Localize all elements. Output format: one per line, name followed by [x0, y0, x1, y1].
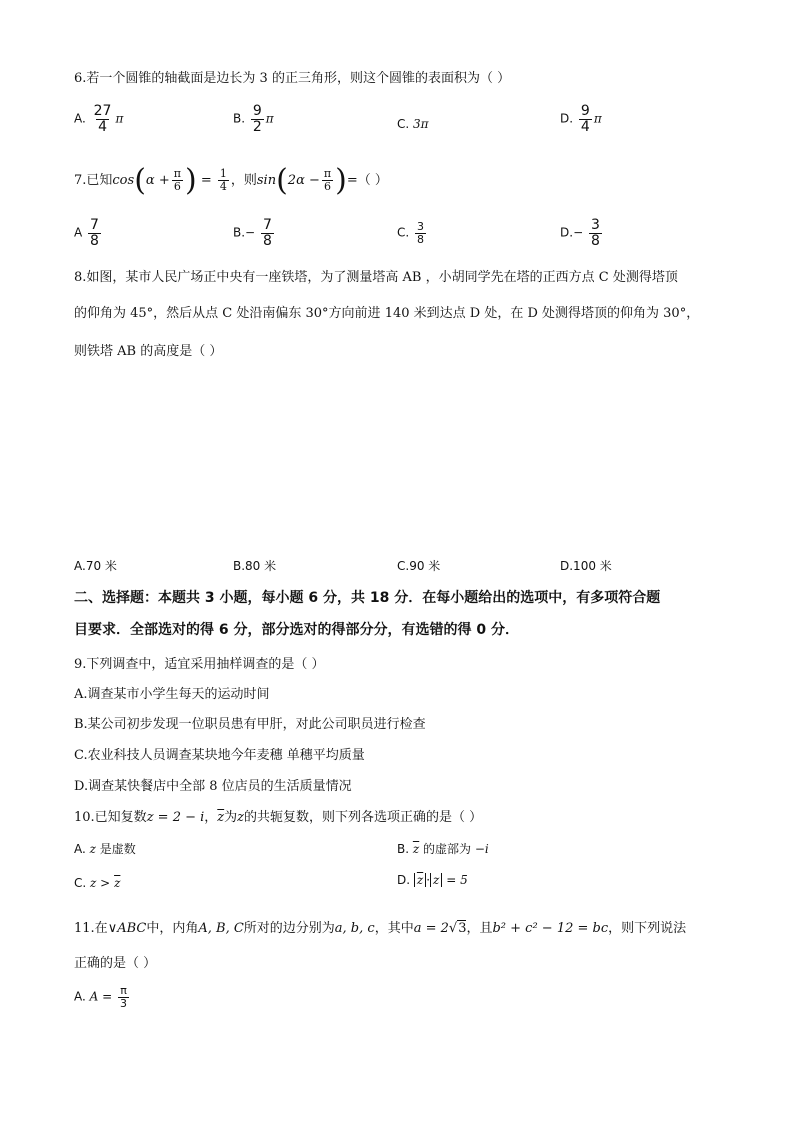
q6-option-d: D. $\frac{9}{4}$ π: [560, 103, 602, 135]
section-2-heading-line-2: 目要求．全部选对的得 6 分，部分选对的得部分分，有选错的得 0 分．: [74, 622, 519, 638]
q8-option-d: D.100 米: [560, 559, 612, 573]
q7-option-a: A $\frac{7}{8}$: [74, 217, 99, 249]
q9-option-d: D.调查某快餐店中全部 8 位店员的生活质量情况: [74, 779, 352, 794]
q7-option-d: D.− $\frac{3}{8}$: [560, 217, 600, 249]
fraction: $\frac{27}{4}$: [93, 103, 112, 135]
q8-option-c: C.90 米: [397, 559, 441, 573]
question-10-stem: 10.已知复数z = 2 − i，$\overline{z}$为z的共轭复数，则下列各选项正确的是（ ）: [74, 810, 483, 825]
q7-option-b: B.− $\frac{7}{8}$: [233, 217, 272, 249]
question-7-stem: 7.已知cos(α + $\frac{\pi}{6}$ ) = $\frac{1}{4}$ ，则sin(2α − $\frac{\pi}{6}$ )=（ ）: [74, 163, 388, 198]
question-11-line-1: 11.在∨ABC中，内角A, B, C所对的边分别为a, b, c，其中a = 2√3，且b² + c² − 12 = bc，则下列说法: [74, 921, 687, 936]
question-11-line-2: 正确的是（ ）: [74, 956, 157, 971]
section-2-heading-line-1: 二、选择题：本题共 3 小题，每小题 6 分，共 18 分．在每小题给出的选项中，有多项符合题: [74, 590, 661, 606]
q10-option-d: D. $\overline{z} \cdot z = 5$: [397, 873, 468, 887]
q7-option-c: C. $\frac{3}{8}$: [397, 220, 425, 246]
q9-option-a: A.调查某市小学生每天的运动时间: [74, 687, 270, 702]
question-8-line-1: 8.如图，某市人民广场正中央有一座铁塔，为了测量塔高 AB ，小胡同学先在塔的正西方点 C 处测得塔顶: [74, 270, 678, 285]
q10-option-a: A. z 是虚数: [74, 842, 136, 856]
q6-option-a: A. $\frac{27}{4}$ π: [74, 103, 124, 135]
option-label: A.: [74, 111, 86, 126]
q8-option-a: A.70 米: [74, 559, 117, 573]
q9-option-c: C.农业科技人员调查某块地今年麦穗 单穗平均质量: [74, 748, 365, 763]
q6-option-c: C. 3π: [397, 117, 429, 131]
question-8-line-3: 则铁塔 AB 的高度是（ ）: [74, 344, 223, 359]
q10-option-b: B. $\overline{z}$ 的虚部为 −i: [397, 842, 489, 856]
q8-option-b: B.80 米: [233, 559, 277, 573]
q9-option-b: B.某公司初步发现一位职员患有甲肝，对此公司职员进行检查: [74, 717, 426, 732]
question-9-stem: 9.下列调查中，适宜采用抽样调查的是（ ）: [74, 657, 325, 672]
question-6-stem: 6.若一个圆锥的轴截面是边长为 3 的正三角形，则这个圆锥的表面积为（ ）: [74, 71, 511, 86]
q6-option-b: B. $\frac{9}{2}$ π: [233, 103, 274, 135]
question-8-line-2: 的仰角为 45°，然后从点 C 处沿南偏东 30°方向前进 140 米到达点 D 处，在 D 处测得塔顶的仰角为 30°，: [74, 306, 700, 321]
q10-option-c: C. $z > \overline{z}$: [74, 876, 121, 890]
q11-option-a: A. A = $\frac{\pi}{3}$: [74, 984, 128, 1010]
